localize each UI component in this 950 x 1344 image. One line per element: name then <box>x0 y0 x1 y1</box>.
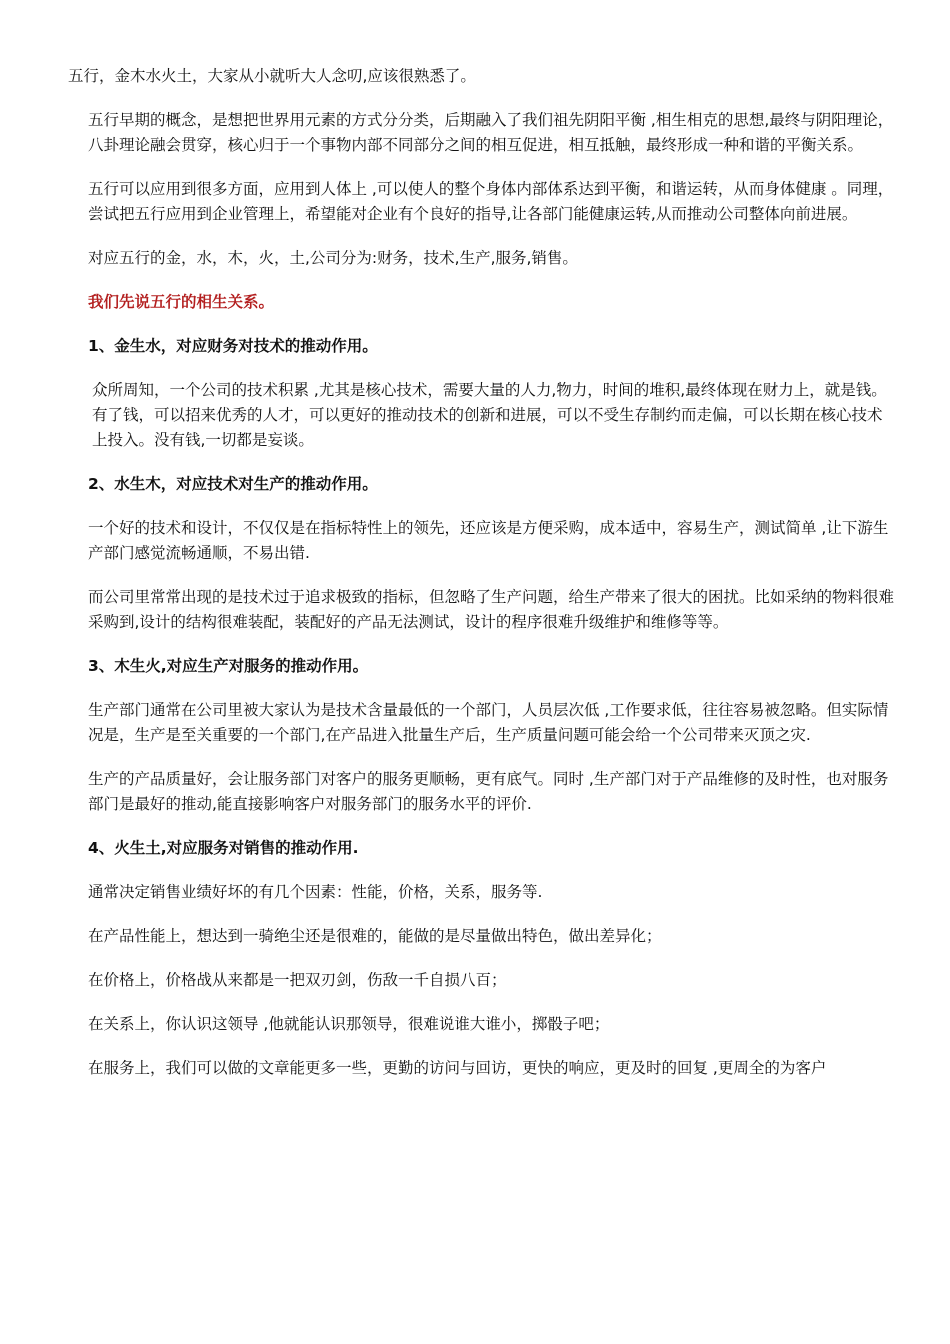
section-heading: 我们先说五行的相生关系。 <box>88 293 275 311</box>
paragraph-price: 在价格上，价格战从来都是一把双刃剑，伤敌一千自损八百； <box>88 971 507 989</box>
document-body <box>68 64 894 1100</box>
paragraph-tech-production-2: 而公司里常常出现的是技术过于追求极致的指标，但忽略了生产问题，给生产带来了很大的困扰。比如采纳的物料很难采购到,设计的结构很难装配，装配好的产品无法测试，设计的程序很难升级维护和维修等等。 <box>88 588 895 631</box>
paragraph-production-service-1: 生产部门通常在公司里被大家认为是技术含量最低的一个部门，人员层次低 ,工作要求低，往往容易被忽略。但实际情况是，生产是至关重要的一个部门,在产品进入批量生产后，生产质量问题可能会给一个公司带来灭顶之灾. <box>88 701 889 744</box>
subheading-3: 3、木生火,对应生产对服务的推动作用。 <box>88 657 369 675</box>
paragraph-tech-production-1: 一个好的技术和设计，不仅仅是在指标特性上的领先，还应该是方便采购，成本适中，容易生产，测试简单 ,让下游生产部门感觉流畅通顺，不易出错. <box>88 519 889 562</box>
mapping-paragraph: 对应五行的金，水，木，火，土,公司分为:财务，技术,生产,服务,销售。 <box>88 249 578 267</box>
paragraph-sales-factors: 通常决定销售业绩好坏的有几个因素：性能，价格，关系，服务等. <box>88 883 543 901</box>
intro-paragraph: 五行，金木水火土，大家从小就听大人念叨,应该很熟悉了。 <box>68 67 476 85</box>
paragraph-service: 在服务上，我们可以做的文章能更多一些，更勤的访问与回访，更快的响应，更及时的回复 ,更周全的为客户 <box>88 1059 827 1077</box>
subheading-4: 4、火生土,对应服务对销售的推动作用. <box>88 839 359 857</box>
application-paragraph: 五行可以应用到很多方面，应用到人体上 ,可以使人的整个身体内部体系达到平衡，和谐运转，从而身体健康 。同理，尝试把五行应用到企业管理上，希望能对企业有个良好的指导,让各部门能健康运转,从而推动公司整体向前进展。 <box>88 180 894 223</box>
subheading-2: 2、水生木，对应技术对生产的推动作用。 <box>88 475 378 493</box>
paragraph-relationship: 在关系上，你认识这领导 ,他就能认识那领导，很难说谁大谁小，掷骰子吧； <box>88 1015 610 1033</box>
concept-paragraph: 五行早期的概念，是想把世界用元素的方式分分类，后期融入了我们祖先阴阳平衡 ,相生相克的思想,最终与阴阳理论，八卦理论融会贯穿，核心归于一个事物内部不同部分之间的相互促进，相互抵触，最终形成一种和谐的平衡关系。 <box>88 111 894 154</box>
paragraph-finance-tech: 众所周知，一个公司的技术积累 ,尤其是核心技术，需要大量的人力,物力，时间的堆积,最终体现在财力上，就是钱。有了钱，可以招来优秀的人才，可以更好的推动技术的创新和进展，可以不受生存制约而走偏，可以长期在核心技术上投入。没有钱,一切都是妄谈。 <box>92 381 887 449</box>
subheading-1: 1、金生水，对应财务对技术的推动作用。 <box>88 337 378 355</box>
paragraph-performance: 在产品性能上，想达到一骑绝尘还是很难的，能做的是尽量做出特色，做出差异化； <box>88 927 662 945</box>
paragraph-production-service-2: 生产的产品质量好，会让服务部门对客户的服务更顺畅，更有底气。同时 ,生产部门对于产品维修的及时性，也对服务部门是最好的推动,能直接影响客户对服务部门的服务水平的评价. <box>88 770 889 813</box>
